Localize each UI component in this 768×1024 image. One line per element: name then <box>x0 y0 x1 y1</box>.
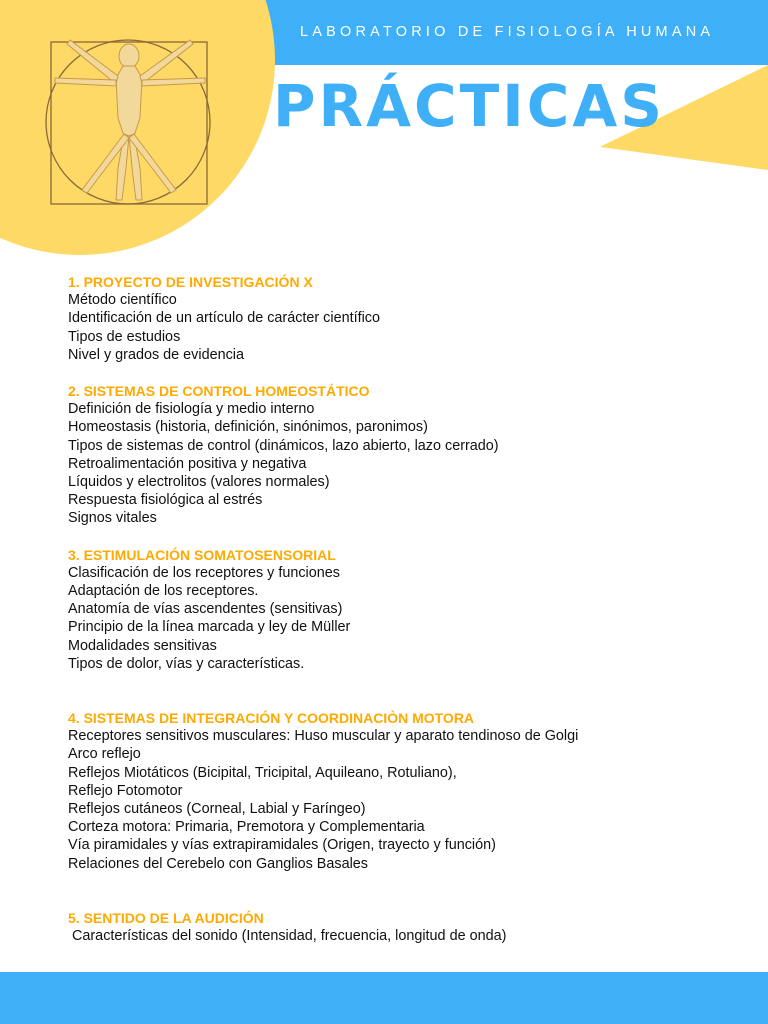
page-title: PRÁCTICAS <box>273 72 665 140</box>
list-item: Método científico <box>68 292 177 309</box>
list-item: Relaciones del Cerebelo con Ganglios Basales <box>68 855 368 872</box>
section-3 <box>68 546 748 673</box>
list-item: Modalidades sensitivas <box>68 637 217 654</box>
list-item: Principio de la línea marcada y ley de Müller <box>68 619 351 636</box>
footer-blue-band <box>0 972 768 1024</box>
section-5 <box>68 909 748 945</box>
list-item: Tipos de sistemas de control (dinámicos, lazo abierto, lazo cerrado) <box>68 437 499 454</box>
list-item: Anatomía de vías ascendentes (sensitivas) <box>68 601 343 618</box>
section-2 <box>68 382 748 528</box>
list-item: Nivel y grados de evidencia <box>68 346 244 363</box>
section-4 <box>68 709 748 873</box>
list-item: Arco reflejo <box>68 746 141 763</box>
section-title: 2. SISTEMAS DE CONTROL HOMEOSTÁTICO <box>68 383 370 400</box>
list-item: Características del sonido (Intensidad, frecuencia, longitud de onda) <box>68 928 507 945</box>
list-item: Reflejos cutáneos (Corneal, Labial y Faríngeo) <box>68 801 366 818</box>
list-item: Reflejo Fotomotor <box>68 782 183 799</box>
list-item: Adaptación de los receptores. <box>68 583 259 600</box>
list-item: Corteza motora: Primaria, Premotora y Complementaria <box>68 819 425 836</box>
section-title: 1. PROYECTO DE INVESTIGACIÓN X <box>68 274 313 290</box>
practice-list <box>68 273 748 945</box>
lab-title: LABORATORIO DE FISIOLOGÍA HUMANA <box>300 24 715 40</box>
list-item: Reflejos Miotáticos (Bicipital, Tricipital, Aquileano, Rotuliano), <box>68 764 457 781</box>
list-item: Receptores sensitivos musculares: Huso muscular y aparato tendinoso de Golgi <box>68 728 579 745</box>
vitruvian-man-icon <box>30 18 212 206</box>
list-item: Vía piramidales y vías extrapiramidales (Origen, trayecto y función) <box>68 837 496 854</box>
section-1 <box>68 273 748 364</box>
list-item: Líquidos y electrolitos (valores normales) <box>68 474 330 491</box>
section-title: 5. SENTIDO DE LA AUDICIÓN <box>68 909 264 926</box>
list-item: Identificación de un artículo de carácter científico <box>68 310 380 327</box>
list-item: Homeostasis (historia, definición, sinónimos, paronimos) <box>68 419 428 436</box>
section-title: 3. ESTIMULACIÓN SOMATOSENSORIAL <box>68 546 336 563</box>
list-item: Clasificación de los receptores y funciones <box>68 564 340 581</box>
list-item: Respuesta fisiológica al estrés <box>68 492 263 509</box>
list-item: Signos vitales <box>68 510 157 527</box>
list-item: Definición de fisiología y medio interno <box>68 401 315 418</box>
list-item: Retroalimentación positiva y negativa <box>68 455 307 472</box>
list-item: Tipos de dolor, vías y características. <box>68 655 305 672</box>
list-item: Tipos de estudios <box>68 328 181 345</box>
section-title: 4. SISTEMAS DE INTEGRACIÓN Y COORDINACIÒN MOTORA <box>68 710 475 727</box>
